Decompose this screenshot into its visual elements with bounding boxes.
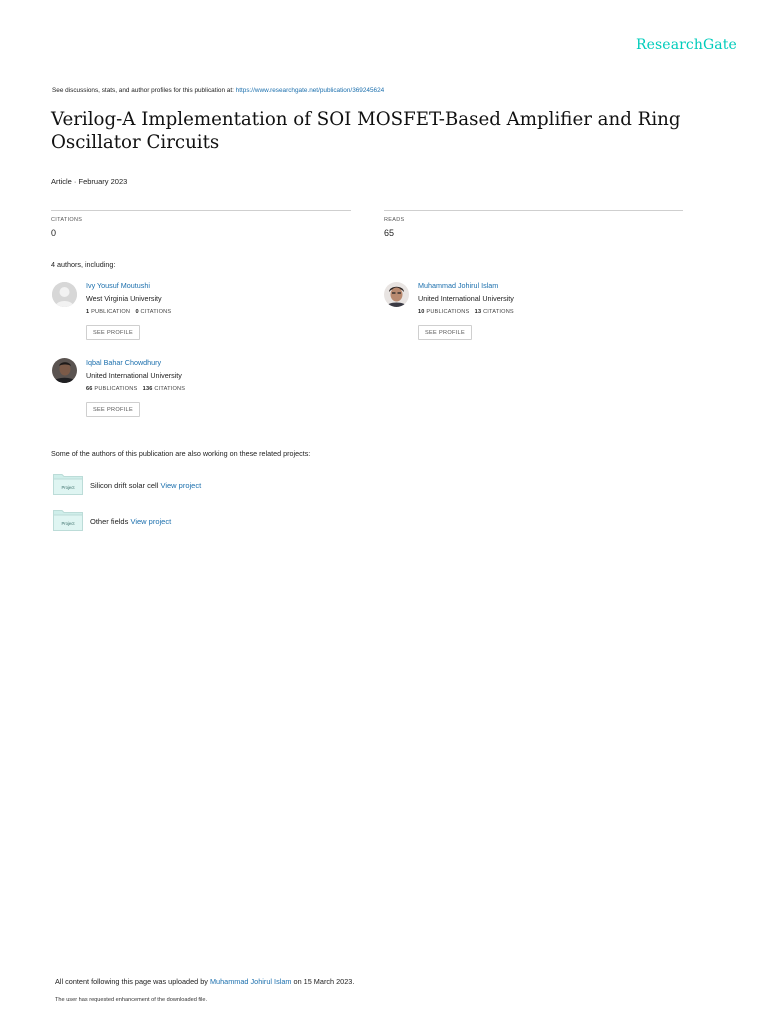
enhancement-note: The user has requested enhancement of the downloaded file.: [55, 997, 208, 1003]
citations-value: 0: [51, 228, 57, 238]
user-placeholder-icon: [52, 282, 77, 307]
publication-count-label: PUBLICATION: [91, 309, 131, 315]
author-stats: [418, 309, 514, 315]
uploader-link[interactable]: Muhammad Johirul Islam: [209, 977, 292, 986]
author-stats: [86, 309, 171, 315]
authors-heading: 4 authors, including:: [51, 260, 116, 269]
citations-label: CITATIONS: [51, 217, 83, 223]
citation-count: 13: [474, 309, 482, 315]
avatar[interactable]: [384, 282, 409, 307]
author-name[interactable]: Ivy Yousuf Moutushi: [86, 281, 150, 290]
project-name: Other fields: [90, 517, 129, 526]
publication-count: 1: [86, 309, 90, 315]
avatar[interactable]: [52, 282, 77, 307]
avatar[interactable]: [52, 358, 77, 383]
author-institution: United International University: [418, 294, 514, 303]
author-name[interactable]: Iqbal Bahar Chowdhury: [86, 358, 162, 367]
see-profile-button[interactable]: SEE PROFILE: [86, 402, 140, 417]
reads-value: 65: [384, 228, 395, 238]
publication-meta: Article · February 2023: [51, 177, 128, 186]
author-photo-icon: [52, 358, 77, 383]
see-profile-button[interactable]: SEE PROFILE: [86, 325, 140, 340]
author-stats: [86, 386, 185, 392]
author-institution: United International University: [86, 371, 182, 380]
view-project-link[interactable]: View project: [160, 481, 202, 490]
upload-prefix: All content following this page was uploaded by: [55, 977, 208, 986]
upload-notice: [55, 977, 354, 986]
project-icon: [53, 509, 83, 536]
project-item: [90, 517, 171, 526]
related-projects-heading: Some of the authors of this publication are also working on these related projects:: [51, 449, 311, 458]
publication-count-label: PUBLICATIONS: [94, 386, 138, 392]
project-item: [90, 481, 201, 490]
folder-icon: [53, 473, 83, 495]
upload-suffix: on 15 March 2023.: [293, 977, 355, 986]
researchgate-logo[interactable]: ResearchGate: [636, 37, 737, 53]
author-photo-icon: [384, 282, 409, 307]
author-name[interactable]: Muhammad Johirul Islam: [418, 281, 499, 290]
divider: [51, 210, 351, 211]
project-icon-label: Project: [61, 521, 75, 526]
publication-count: 66: [86, 386, 93, 392]
publication-title: Verilog-A Implementation of SOI MOSFET-Based Amplifier and Ring Oscillator Circuits: [51, 109, 681, 153]
see-profile-button[interactable]: SEE PROFILE: [418, 325, 472, 340]
profile-notice: [52, 87, 384, 94]
citation-count-label: CITATIONS: [154, 386, 186, 392]
citation-count: 136: [142, 386, 153, 392]
project-icon: [53, 473, 83, 500]
view-project-link[interactable]: View project: [130, 517, 172, 526]
reads-label: READS: [384, 217, 405, 223]
profile-notice-text: See discussions, stats, and author profiles for this publication at:: [52, 87, 234, 94]
divider: [384, 210, 683, 211]
project-icon-label: Project: [61, 485, 75, 490]
citation-count-label: CITATIONS: [483, 309, 514, 315]
publication-url-link[interactable]: https://www.researchgate.net/publication/369245624: [235, 87, 385, 94]
author-institution: West Virginia University: [86, 294, 162, 303]
citation-count: 0: [135, 309, 139, 315]
publication-count-label: PUBLICATIONS: [426, 309, 470, 315]
publication-count: 10: [418, 309, 425, 315]
folder-icon: [53, 509, 83, 531]
citation-count-label: CITATIONS: [140, 309, 172, 315]
project-name: Silicon drift solar cell: [90, 481, 159, 490]
